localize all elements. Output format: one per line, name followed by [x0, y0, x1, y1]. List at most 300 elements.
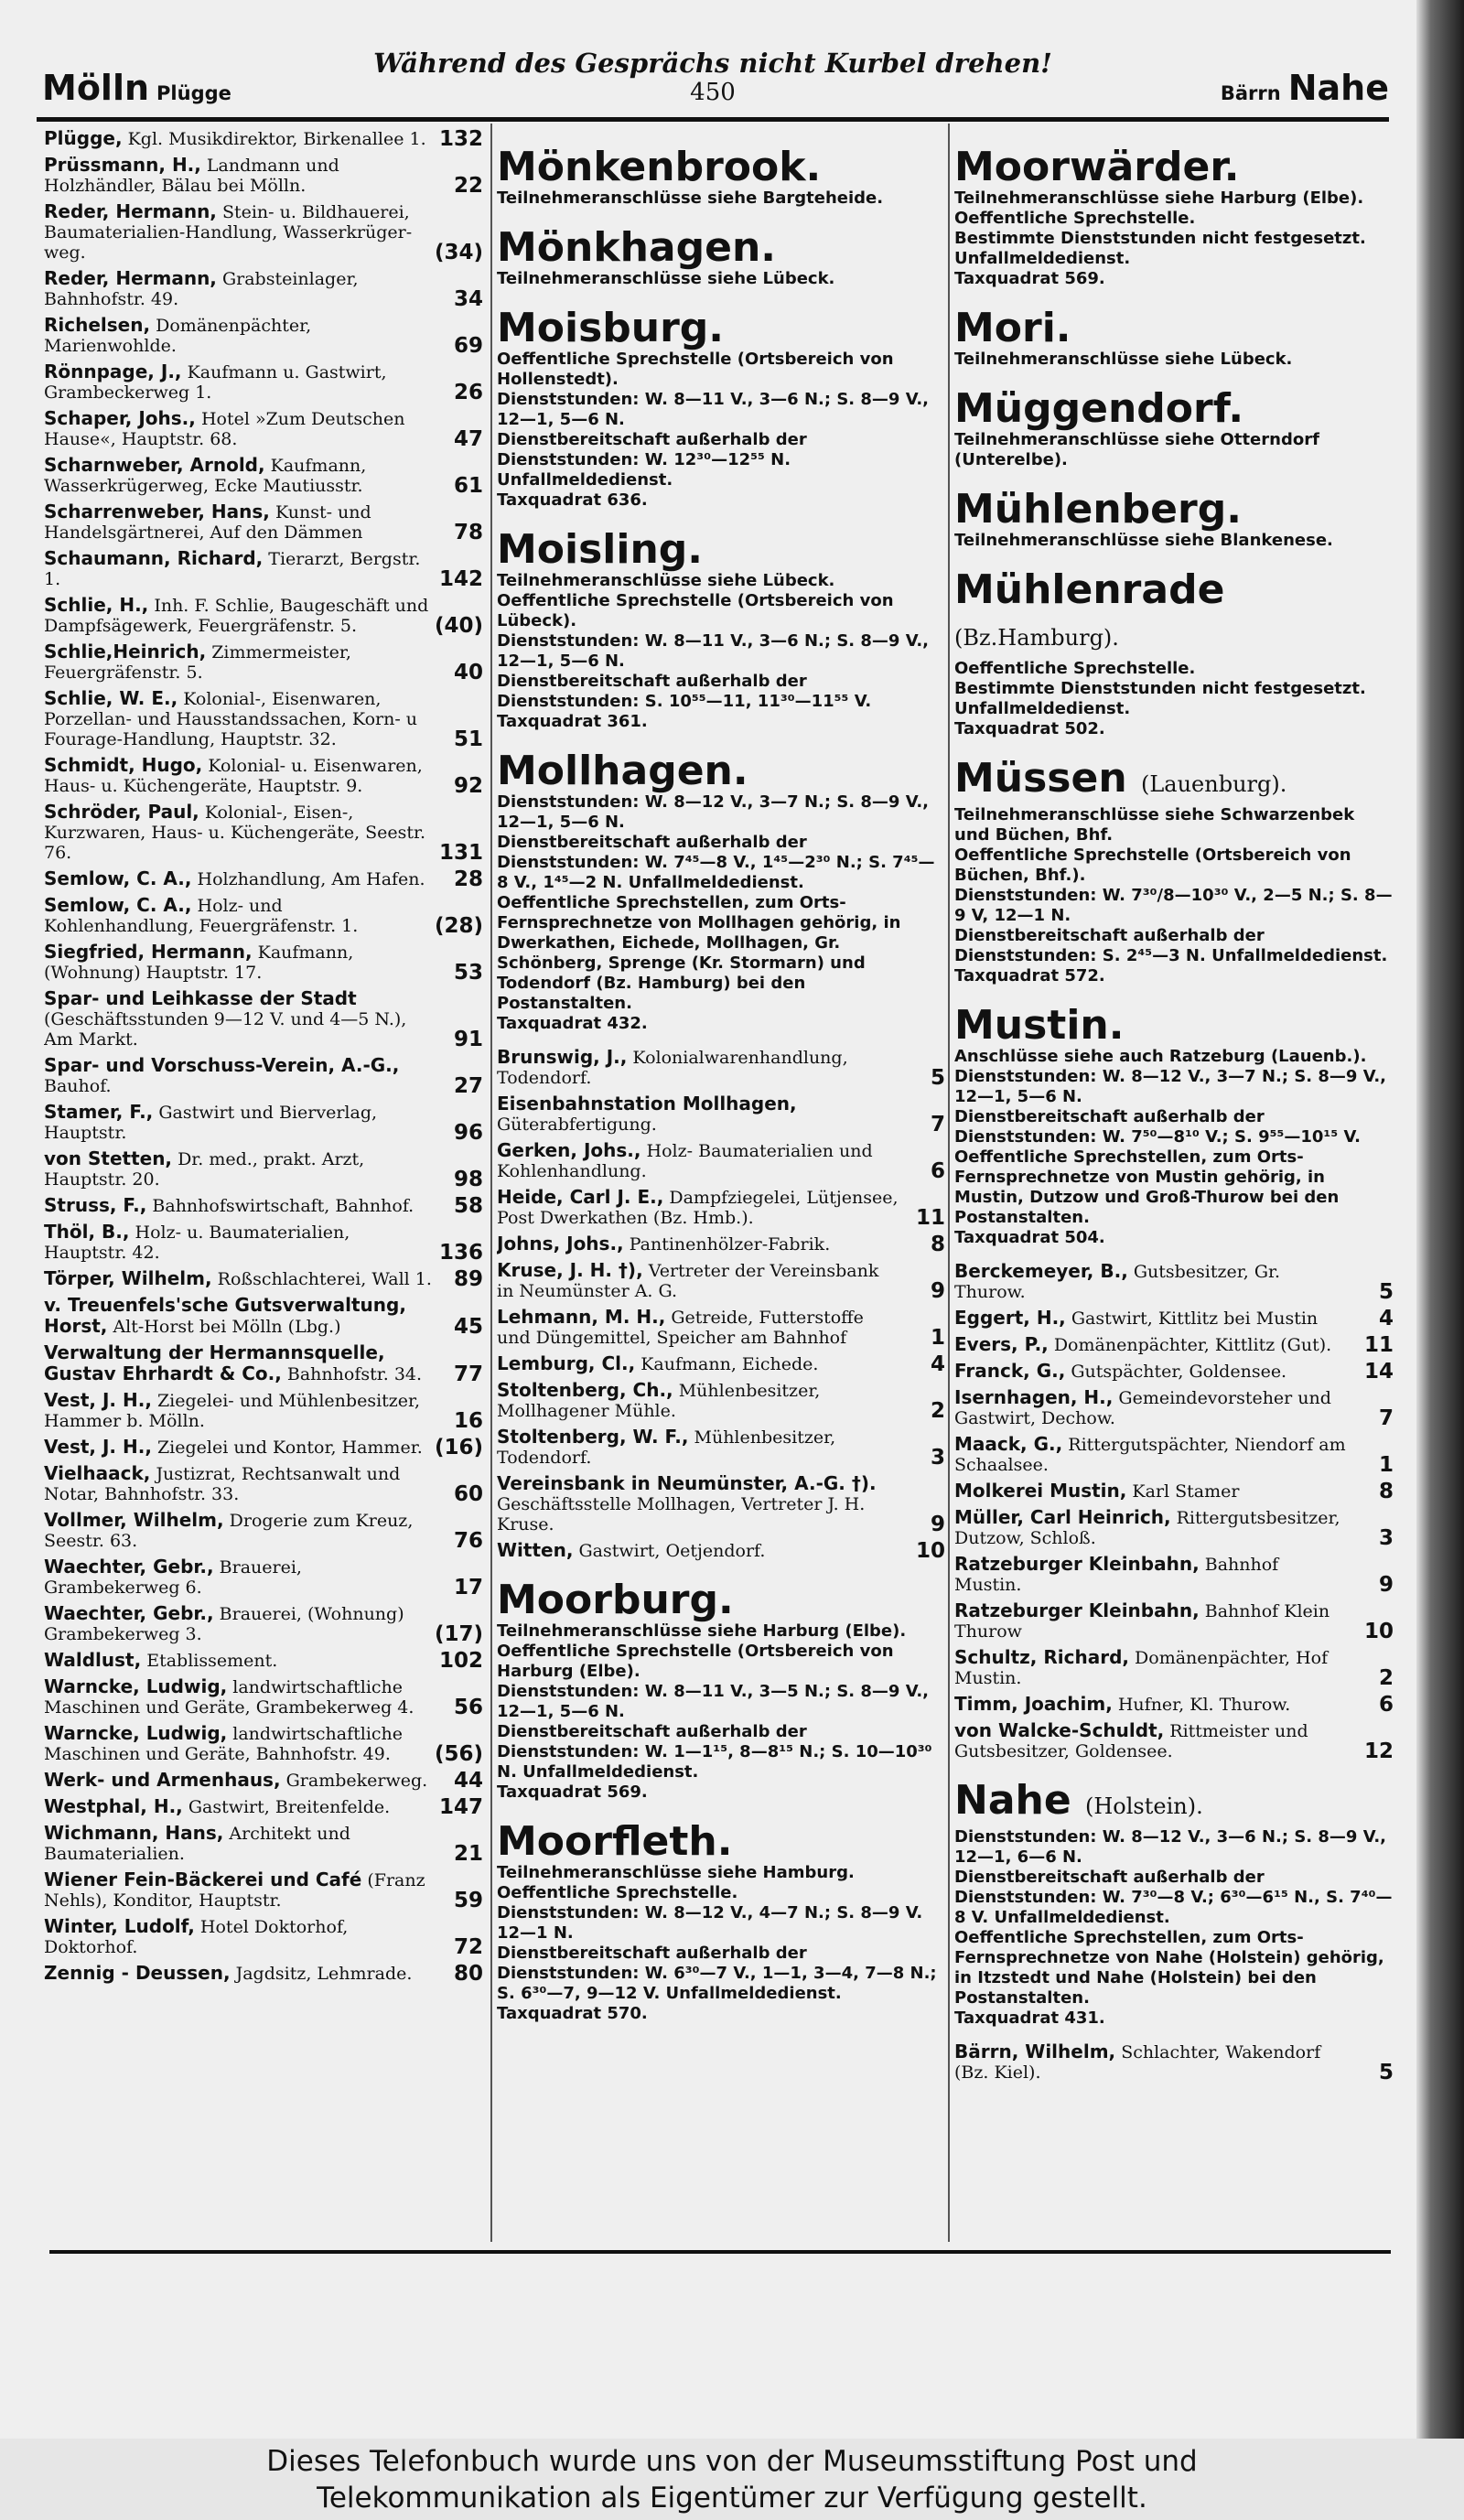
entry-phone-number: 2	[930, 1399, 945, 1423]
directory-entry	[497, 1540, 945, 1561]
town-info	[497, 571, 945, 732]
entry-phone-number: 26	[453, 381, 483, 404]
directory-entry	[44, 1796, 483, 1817]
town-block	[497, 224, 945, 289]
entry-name: Reder, Hermann,	[44, 200, 217, 222]
town-name: Moorfleth.	[497, 1818, 733, 1865]
directory-entry	[44, 268, 483, 309]
entry-name: Maack, G.,	[954, 1433, 1063, 1455]
entry-phone-number: 5	[1378, 1280, 1394, 1304]
town-note: Teilnehmeranschlüsse siehe Otterndorf (Unterelbe).	[954, 430, 1319, 469]
town-info-line: Dienstbereitschaft außerhalb der Dienststunden: W. 1—1¹⁵, 8—8¹⁵ N.; S. 10—10³⁰ N. Unfallmeldedienst.	[497, 1722, 932, 1782]
town-info-line: Dienststunden: W. 8—11 V., 3—6 N.; S. 8—9 V., 12—1, 5—6 N.	[497, 390, 930, 429]
directory-entry	[44, 128, 483, 149]
directory-entry	[497, 1473, 945, 1535]
town-info-line: Dienstbereitschaft außerhalb der Dienststunden: W. 7⁵⁰—8¹⁰ V.; S. 9⁵⁵—10¹⁵ V.	[954, 1107, 1361, 1147]
entry-details: Holz- Baumaterialien und Kohlenhandlung.	[497, 1141, 873, 1181]
entry-name: Lehmann, M. H.,	[497, 1306, 666, 1328]
entry-name: Schultz, Richard,	[954, 1646, 1129, 1668]
town-name	[954, 1777, 1394, 1827]
entry-name: Scharnweber, Arnold,	[44, 454, 265, 476]
entry-list	[954, 2041, 1394, 2083]
entry-phone-number: 1	[1378, 1453, 1394, 1477]
town-info	[954, 1827, 1394, 2029]
entry-phone-number: 9	[930, 1513, 945, 1536]
entry-name: von Stetten,	[44, 1147, 173, 1169]
town-info-line: Bestimmte Dienststunden nicht festgesetzt.	[954, 679, 1366, 698]
directory-entry	[44, 201, 483, 263]
entry-phone-number: (17)	[434, 1622, 483, 1646]
town-name: Moorwärder.	[954, 144, 1240, 190]
entry-phone-number: 6	[930, 1159, 945, 1183]
town-info	[954, 188, 1394, 289]
directory-entry	[44, 1963, 483, 1984]
directory-entry	[44, 1268, 483, 1289]
entry-phone-number: 136	[438, 1241, 483, 1265]
entry-details: Gemeindevorsteher und Gastwirt, Dechow.	[954, 1388, 1331, 1428]
entry-phone-number: 132	[438, 128, 483, 151]
entry-name: Warncke, Ludwig,	[44, 1722, 228, 1744]
entry-name: Warncke, Ludwig,	[44, 1675, 228, 1697]
entry-name: Plügge,	[44, 128, 123, 149]
entry-phone-number: 9	[1378, 1573, 1394, 1597]
entry-name: Spar- und Vorschuss-Verein, A.-G.,	[44, 1054, 400, 1076]
town-name: Mühlenberg.	[954, 486, 1242, 533]
column-1	[44, 128, 483, 2251]
entry-name: Ratzeburger Kleinbahn,	[954, 1553, 1200, 1575]
entry-details: Rittmeister und Gutsbesitzer, Goldensee.	[954, 1721, 1308, 1761]
town-info-line: Dienststunden: W. 7³⁰/8—10³⁰ V., 2—5 N.; S. 8—9 V, 12—1 N.	[954, 886, 1393, 925]
entry-phone-number: 56	[453, 1696, 483, 1719]
entry-phone-number: 5	[930, 1066, 945, 1090]
entry-name: Zennig - Deussen,	[44, 1962, 231, 1984]
town-note: Teilnehmeranschlüsse siehe Blankenese.	[954, 531, 1333, 550]
entry-details: Bahnhofswirtschaft, Bahnhof.	[152, 1196, 414, 1216]
scan-edge	[1416, 0, 1464, 2439]
town-info-line: Bestimmte Dienststunden nicht festgesetzt.	[954, 229, 1366, 248]
entry-name: Waldlust,	[44, 1649, 142, 1671]
header-rule	[37, 117, 1389, 122]
entry-details: Gastwirt und Bierverlag, Hauptstr.	[44, 1103, 378, 1143]
directory-entry	[44, 1770, 483, 1791]
town-info-line: Taxquadrat 431.	[954, 2008, 1105, 2028]
directory-entry	[44, 1556, 483, 1598]
entry-details: Kolonial-, Eisen-, Kurzwaren, Haus- u. Küchengeräte, Seestr. 76.	[44, 802, 426, 863]
entry-phone-number: 45	[453, 1315, 483, 1339]
entry-phone-number: 2	[1378, 1666, 1394, 1690]
town-block	[954, 1002, 1394, 1248]
entry-details: Domänenpächter, Hof Mustin.	[954, 1648, 1329, 1688]
entry-name: Schaper, Johs.,	[44, 407, 196, 429]
town-info-line: Dienstbereitschaft außerhalb der Dienststunden: S. 2⁴⁵—3 N. Unfallmeldedienst.	[954, 926, 1388, 965]
town-info-line: Oeffentliche Sprechstelle.	[954, 659, 1196, 678]
entry-list	[954, 1261, 1394, 1761]
directory-entry	[44, 641, 483, 683]
entry-name: Richelsen,	[44, 314, 151, 336]
entry-details: Holzhandlung, Am Hafen.	[197, 869, 425, 889]
town-info-line: Taxquadrat 504.	[954, 1228, 1105, 1247]
entry-phone-number: 47	[453, 427, 483, 451]
town-info-line: Dienststunden: W. 8—12 V., 3—7 N.; S. 8—9 V., 12—1, 5—6 N.	[497, 792, 930, 832]
entry-name: Waechter, Gebr.,	[44, 1556, 214, 1578]
town-info-line: Dienststunden: W. 8—12 V., 3—7 N.; S. 8—9 V., 12—1, 5—6 N.	[954, 1067, 1387, 1106]
entry-name: Vereinsbank in Neumünster, A.-G. †).	[497, 1472, 877, 1494]
entry-phone-number: 61	[453, 474, 483, 498]
town-block	[497, 526, 945, 732]
directory-entry	[44, 1342, 483, 1384]
entry-name: Kruse, J. H. †),	[497, 1259, 643, 1281]
town-info-line: Dienstbereitschaft außerhalb der Dienststunden: W. 6³⁰—7 V., 1—1, 3—4, 7—8 N.; S. 6³⁰—7, 9—12 V. Unfallmeldedienst.	[497, 1944, 937, 2003]
directory-entry	[44, 1510, 483, 1551]
directory-entry	[954, 2041, 1394, 2083]
town-info	[954, 659, 1394, 739]
entry-details: Holz- u. Baumaterialien, Hauptstr. 42.	[44, 1222, 350, 1263]
entry-details: Dampfziegelei, Lütjensee, Post Dwerkathen (Bz. Hmb.).	[497, 1188, 899, 1228]
entry-details: Architekt und Baumaterialien.	[44, 1824, 350, 1864]
entry-phone-number: 89	[453, 1267, 483, 1291]
town-info-line: Oeffentliche Sprechstellen, zum Orts-Fernsprechnetze von Nahe (Holstein) gehörig, in Itzstedt und Nahe (Holstein) bei den Postanstalten.	[954, 1928, 1384, 2008]
town-name-text: Müssen	[954, 755, 1127, 802]
town-info-line: Dienststunden: W. 8—11 V., 3—6 N.; S. 8—9 V., 12—1, 5—6 N.	[497, 631, 930, 671]
entry-phone-number: 51	[453, 727, 483, 751]
entry-name: Eggert, H.,	[954, 1307, 1066, 1329]
town-info-line: Taxquadrat 636.	[497, 490, 648, 510]
town-region: (Holstein).	[1085, 1793, 1203, 1819]
directory-entry	[954, 1720, 1394, 1761]
entry-details: Getreide, Futterstoffe und Düngemittel, Speicher am Bahnhof	[497, 1308, 864, 1348]
entry-name: Heide, Carl J. E.,	[497, 1186, 664, 1208]
town-block	[954, 307, 1394, 370]
entry-details: Hufner, Kl. Thurow.	[1117, 1695, 1291, 1715]
directory-entry	[44, 942, 483, 983]
entry-phone-number: 5	[1378, 2061, 1394, 2084]
page-number: 450	[690, 79, 736, 106]
entry-details: Kolonialwarenhandlung, Todendorf.	[497, 1048, 848, 1088]
entry-details: Rittergutspächter, Niendorf am Schaalsee.	[954, 1435, 1346, 1475]
entry-name: Semlow, C. A.,	[44, 894, 192, 916]
entry-phone-number: 4	[930, 1352, 945, 1376]
town-info-line: Dienstbereitschaft außerhalb der Dienststunden: W. 7³⁰—8 V.; 6³⁰—6¹⁵ N., S. 7⁴⁰—8 V. Unfallmeldedienst.	[954, 1868, 1393, 1927]
entry-phone-number: 142	[438, 567, 483, 591]
directory-entry	[44, 895, 483, 936]
entry-name: Rönnpage, J.,	[44, 361, 182, 382]
entry-details: Brauerei, Grambekerweg 6.	[44, 1557, 302, 1598]
directory-entry	[44, 1437, 483, 1458]
entry-phone-number: 69	[453, 334, 483, 358]
footer-line-2: Telekommunikation als Eigentümer zur Verfügung gestellt.	[317, 2481, 1147, 2515]
directory-entry	[497, 1260, 945, 1301]
entry-name: Spar- und Leihkasse der Stadt	[44, 987, 357, 1009]
town-info-line: Dienstbereitschaft außerhalb der Dienststunden: S. 10⁵⁵—11, 11³⁰—11⁵⁵ V.	[497, 672, 872, 711]
directory-entry	[44, 315, 483, 356]
entry-details: Kaufmann, Wasserkrügerweg, Ecke Mautiusstr.	[44, 456, 367, 496]
directory-entry	[44, 1463, 483, 1504]
entry-details: Ziegelei- und Mühlenbesitzer, Hammer b. Mölln.	[44, 1391, 421, 1431]
entry-details: landwirtschaftliche Maschinen und Geräte, Grambekerweg 4.	[44, 1677, 414, 1718]
town-info-line: Dienststunden: W. 8—12 V., 3—6 N.; S. 8—9 V., 12—1, 6—6 N.	[954, 1827, 1387, 1867]
directory-entry	[954, 1361, 1394, 1382]
entry-phone-number: 60	[453, 1482, 483, 1506]
entry-phone-number: 7	[930, 1113, 945, 1136]
entry-name: Molkerei Mustin,	[954, 1480, 1127, 1502]
entry-phone-number: 6	[1378, 1693, 1394, 1717]
town-region: (Lauenburg).	[1140, 771, 1287, 797]
entry-details: Gutsbesitzer, Gr. Thurow.	[954, 1262, 1281, 1302]
footer-notice	[0, 2439, 1464, 2520]
entry-name: Schlie, H.,	[44, 594, 149, 616]
directory-entry	[954, 1387, 1394, 1428]
entry-details: (Geschäftsstunden 9—12 V. und 4—5 N.), Am Markt.	[44, 1009, 407, 1050]
entry-details: Kolonial- u. Eisenwaren, Haus- u. Küchengeräte, Hauptstr. 9.	[44, 756, 423, 796]
entry-name: Verwaltung der Hermannsquelle, Gustav Ehrhardt & Co.,	[44, 1341, 385, 1384]
entry-phone-number: 21	[453, 1842, 483, 1866]
entry-details: Tierarzt, Bergstr. 1.	[44, 549, 421, 589]
entry-name: Vest, J. H.,	[44, 1389, 152, 1411]
town-info-line: Oeffentliche Sprechstelle (Ortsbereich von Lübeck).	[497, 591, 894, 630]
directory-entry	[44, 1650, 483, 1671]
entry-name: Struss, F.,	[44, 1194, 147, 1216]
town-info-line: Unfallmeldedienst.	[954, 699, 1131, 718]
town-info-line: Oeffentliche Sprechstelle (Ortsbereich von Hollenstedt).	[497, 350, 894, 389]
entry-name: Siegfried, Hermann,	[44, 941, 253, 963]
town-name: Mollhagen.	[497, 748, 748, 794]
entry-phone-number: 17	[453, 1576, 483, 1599]
town-info-line: Unfallmeldedienst.	[954, 249, 1131, 268]
town-name: Müggendorf.	[954, 385, 1244, 432]
entry-phone-number: 76	[453, 1529, 483, 1553]
entry-name: Franck, G.,	[954, 1360, 1066, 1382]
entry-phone-number: 22	[453, 174, 483, 198]
entry-name: Stoltenberg, Ch.,	[497, 1379, 673, 1401]
directory-entry	[44, 548, 483, 589]
entry-details: Kgl. Musikdirektor, Birkenallee 1.	[127, 129, 426, 149]
town-info-line: Taxquadrat 569.	[954, 269, 1105, 288]
column-2	[497, 128, 945, 2251]
entry-name: Schlie, W. E.,	[44, 687, 178, 709]
entry-phone-number: 11	[915, 1206, 945, 1230]
entry-phone-number: 3	[930, 1446, 945, 1470]
entry-name: Wiener Fein-Bäckerei und Café	[44, 1868, 362, 1890]
town-info	[954, 1047, 1394, 1248]
directory-entry	[44, 595, 483, 636]
entry-name: Waechter, Gebr.,	[44, 1602, 214, 1624]
entry-details: Hotel Doktorhof, Doktorhof.	[44, 1917, 349, 1957]
directory-entry	[954, 1334, 1394, 1355]
entry-details: Kaufmann u. Gastwirt, Grambeckerweg 1.	[44, 362, 387, 403]
entry-phone-number: 44	[453, 1769, 483, 1793]
town-info-line: Teilnehmeranschlüsse siehe Schwarzenbek und Büchen, Bhf.	[954, 805, 1355, 845]
directory-entry	[954, 1507, 1394, 1548]
town-info-line: Oeffentliche Sprechstellen, zum Orts-Fernsprechnetze von Mollhagen gehörig, in Dwerkathen, Eichede, Mollhagen, Gr. Schönberg, Sprenge (Kr. Stormarn) und Todendorf (Bz. Hamburg) bei den Postanstalten.	[497, 893, 901, 1013]
directory-entry	[954, 1694, 1394, 1715]
entry-name: Törper, Wilhelm,	[44, 1267, 212, 1289]
directory-entry	[497, 1233, 945, 1255]
town-info-line: Oeffentliche Sprechstellen, zum Orts-Fernsprechnetze von Mustin gehörig, in Mustin, Dutzow und Groß-Thurow bei den Postanstalten.	[954, 1147, 1340, 1227]
entry-name: Brunswig, J.,	[497, 1046, 628, 1068]
entry-details: Domänenpächter, Marienwohlde.	[44, 316, 312, 356]
entry-phone-number: 1	[930, 1326, 945, 1350]
entry-phone-number: 53	[453, 961, 483, 985]
directory-entry	[497, 1140, 945, 1181]
town-name: Moorburg.	[497, 1577, 734, 1623]
town-name	[954, 755, 1394, 805]
town-info	[497, 1863, 945, 2024]
entry-details: Justizrat, Rechtsanwalt und Notar, Bahnhofstr. 33.	[44, 1464, 401, 1504]
entry-details: Grambekerweg.	[285, 1771, 428, 1791]
entry-details: Dr. med., prakt. Arzt, Hauptstr. 20.	[44, 1149, 365, 1190]
entry-details: Grabsteinlager, Bahnhofstr. 49.	[44, 269, 359, 309]
entry-phone-number: 9	[930, 1279, 945, 1303]
bottom-rule	[49, 2250, 1391, 2254]
entry-details: Güterabfertigung.	[497, 1115, 657, 1135]
directory-entry	[44, 868, 483, 889]
town-block	[497, 146, 945, 209]
directory-entry	[497, 1307, 945, 1348]
town-info-line: Anschlüsse siehe auch Ratzeburg (Lauenb.).	[954, 1047, 1367, 1066]
entry-name: Eisenbahnstation Mollhagen,	[497, 1093, 797, 1115]
town-info-line: Oeffentliche Sprechstelle (Ortsbereich von Büchen, Bhf.).	[954, 845, 1351, 885]
town-block	[497, 750, 945, 1034]
entry-name: Thöl, B.,	[44, 1221, 130, 1243]
town-block	[954, 1777, 1394, 2029]
directory-entry	[44, 155, 483, 196]
footer-line-1: Dieses Telefonbuch wurde uns von der Museumsstiftung Post und	[266, 2444, 1198, 2478]
entry-details: Alt-Horst bei Mölln (Lbg.)	[113, 1317, 341, 1337]
town-block	[497, 1579, 945, 1803]
directory-entry	[44, 408, 483, 449]
entry-phone-number: 80	[453, 1962, 483, 1986]
entry-name: Prüssmann, H.,	[44, 154, 201, 176]
directory-entry	[44, 802, 483, 863]
entry-name: Winter, Ludolf,	[44, 1915, 195, 1937]
town-name	[954, 566, 1394, 659]
entry-phone-number: 77	[453, 1362, 483, 1386]
page-header	[37, 48, 1389, 117]
directory-entry	[44, 1102, 483, 1143]
entry-details: Vertreter der Vereinsbank in Neumünster A. G.	[497, 1261, 879, 1301]
entry-details: Gastwirt, Kittlitz bei Mustin	[1071, 1308, 1319, 1329]
town-info-line: Oeffentliche Sprechstelle.	[954, 209, 1196, 228]
entry-phone-number: (34)	[434, 241, 483, 264]
entry-list	[497, 1047, 945, 1561]
town-info-line: Teilnehmeranschlüsse siehe Harburg (Elbe).	[954, 188, 1364, 208]
column-3	[954, 128, 1394, 2251]
directory-entry	[44, 688, 483, 749]
entry-phone-number: 131	[438, 841, 483, 865]
entry-details: (Franz Nehls), Konditor, Hauptstr.	[44, 1870, 425, 1911]
entry-details: Bahnhofstr. 34.	[286, 1364, 423, 1384]
directory-entry	[44, 1195, 483, 1216]
entry-details: Etablissement.	[146, 1651, 278, 1671]
entry-details: Gastwirt, Oetjendorf.	[578, 1541, 766, 1561]
header-right-name: Bärrn	[1220, 82, 1281, 104]
entry-phone-number: 72	[453, 1935, 483, 1959]
entry-details: Rittergutsbesitzer, Dutzow, Schloß.	[954, 1508, 1340, 1548]
entry-details: Inh. F. Schlie, Baugeschäft und Dampfsägewerk, Feuergräfenstr. 5.	[44, 596, 429, 636]
town-block	[954, 385, 1394, 470]
entry-phone-number: 11	[1363, 1333, 1394, 1357]
entry-details: Jagdsitz, Lehmrade.	[235, 1964, 413, 1984]
town-info-line: Taxquadrat 502.	[954, 719, 1105, 738]
entry-details: Hotel »Zum Deutschen Hause«, Hauptstr. 68.	[44, 409, 405, 449]
entry-name: Schaumann, Richard,	[44, 547, 264, 569]
entry-phone-number: 96	[453, 1121, 483, 1145]
entry-details: landwirtschaftliche Maschinen und Geräte, Bahnhofstr. 49.	[44, 1724, 404, 1764]
column-divider	[490, 124, 492, 2242]
town-info-line: Dienststunden: W. 8—12 V., 4—7 N.; S. 8—9 V. 12—1 N.	[497, 1903, 923, 1943]
town-name-text: Mühlenrade	[954, 566, 1225, 613]
town-info-line: Teilnehmeranschlüsse siehe Hamburg.	[497, 1863, 855, 1882]
directory-entry	[44, 455, 483, 496]
entry-details: Kolonial-, Eisenwaren, Porzellan- und Hausstandssachen, Korn- u Fourage-Handlung, Hauptstr. 32.	[44, 689, 418, 749]
entry-name: Stamer, F.,	[44, 1101, 154, 1123]
header-left-name: Plügge	[156, 82, 231, 104]
entry-details: Ziegelei und Kontor, Hammer.	[156, 1438, 423, 1458]
town-info-line: Oeffentliche Sprechstelle (Ortsbereich von Harburg (Elbe).	[497, 1642, 894, 1681]
header-left-town: Mölln	[42, 68, 150, 108]
entry-phone-number: 59	[453, 1889, 483, 1912]
town-info	[497, 1621, 945, 1803]
entry-phone-number: 8	[930, 1233, 945, 1256]
entry-name: Ratzeburger Kleinbahn,	[954, 1599, 1200, 1621]
town-name-text: Nahe	[954, 1777, 1071, 1824]
directory-entry	[497, 1427, 945, 1468]
entry-name: Semlow, C. A.,	[44, 867, 192, 889]
directory-entry	[44, 1723, 483, 1764]
entry-details: Bahnhof Klein Thurow	[954, 1601, 1330, 1642]
directory-entry	[44, 1869, 483, 1911]
entry-phone-number: 34	[453, 287, 483, 311]
entry-name: Gerken, Johs.,	[497, 1139, 641, 1161]
directory-entry	[44, 1676, 483, 1718]
entry-details: Karl Stamer	[1132, 1481, 1240, 1502]
town-info-line: Taxquadrat 361.	[497, 712, 648, 731]
directory-entry	[44, 1823, 483, 1864]
entry-name: Johns, Johs.,	[497, 1233, 624, 1255]
town-note: Teilnehmeranschlüsse siehe Lübeck.	[497, 269, 835, 288]
directory-entry	[954, 1647, 1394, 1688]
entry-phone-number: 16	[453, 1409, 483, 1433]
entry-phone-number: 28	[453, 867, 483, 891]
entry-phone-number: 92	[453, 774, 483, 798]
town-name: Mustin.	[954, 1002, 1125, 1049]
entry-details: Landmann und Holzhändler, Bälau bei Mölln.	[44, 156, 339, 196]
entry-details: Stein- u. Bildhauerei, Baumaterialien-Handlung, Wasserkrüger-weg.	[44, 202, 413, 263]
entry-phone-number: 147	[438, 1795, 483, 1819]
entry-phone-number: 8	[1378, 1480, 1394, 1503]
town-info-line: Taxquadrat 432.	[497, 1014, 648, 1033]
directory-entry	[44, 1603, 483, 1644]
column-divider	[948, 124, 950, 2242]
entry-name: von Walcke-Schuldt,	[954, 1719, 1165, 1741]
directory-entry	[44, 755, 483, 796]
entry-details: Drogerie zum Kreuz, Seestr. 63.	[44, 1511, 414, 1551]
entry-phone-number: 98	[453, 1168, 483, 1191]
directory-entry	[44, 361, 483, 403]
entry-details: Gastwirt, Breitenfelde.	[188, 1797, 391, 1817]
town-region: (Bz.Hamburg).	[954, 625, 1119, 651]
directory-entry	[44, 988, 483, 1050]
entry-phone-number: 4	[1378, 1307, 1394, 1330]
entry-details: Bahnhof Mustin.	[954, 1555, 1279, 1595]
directory-entry	[497, 1093, 945, 1135]
town-info	[954, 805, 1394, 986]
header-warning: Während des Gesprächs nicht Kurbel drehen!	[373, 48, 1052, 79]
header-right	[1221, 68, 1389, 108]
town-block	[954, 566, 1394, 739]
entry-name: Westphal, H.,	[44, 1795, 183, 1817]
town-name: Moisling.	[497, 526, 703, 573]
